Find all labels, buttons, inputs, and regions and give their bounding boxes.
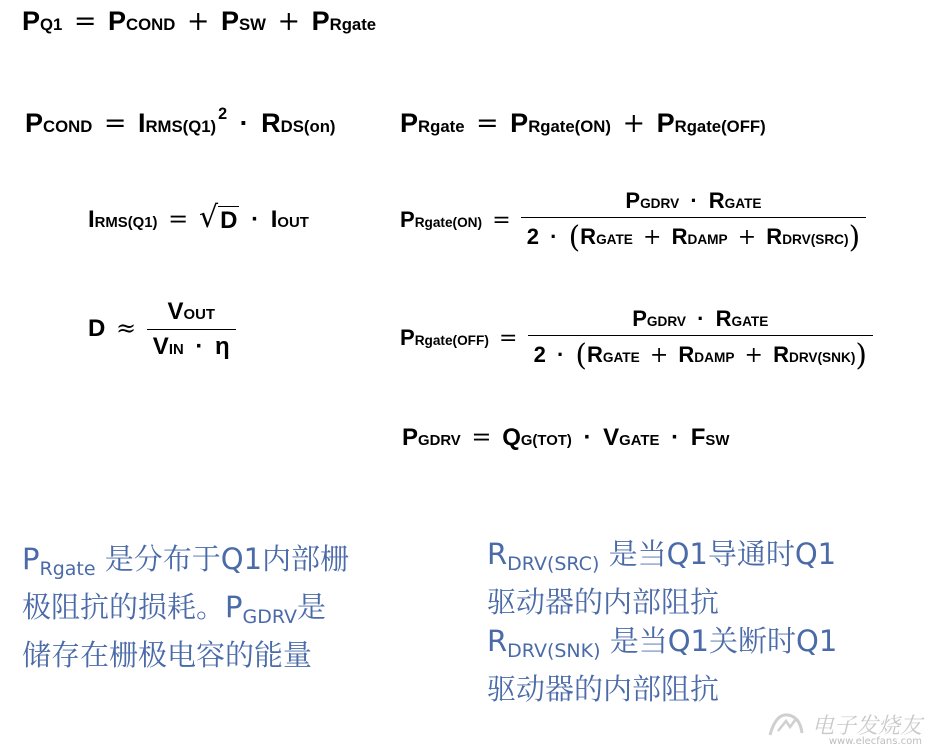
multiply-dot: ·: [239, 108, 249, 138]
watermark: [766, 707, 922, 747]
equation-rgate-on: [400, 190, 866, 253]
symbol-r: R: [580, 224, 597, 249]
note-text: 是分布于Q1内部栅: [104, 542, 350, 576]
symbol-i: I: [137, 108, 146, 138]
plus-sign: +: [186, 6, 210, 37]
symbol-eta: η: [215, 333, 230, 360]
equals-sign: =: [476, 108, 499, 139]
subscript-q1: Q1: [40, 15, 63, 34]
equation-total-loss: [22, 8, 376, 35]
equals-sign: =: [471, 423, 492, 451]
exponent-2: 2: [218, 105, 228, 123]
note-text: 储存在栅极电容的能量: [22, 638, 313, 672]
equals-sign: =: [168, 205, 189, 233]
plus-sign: +: [649, 343, 669, 368]
numerator: [626, 308, 774, 335]
note-line: [22, 540, 349, 588]
subscript-gdrv: GDRV: [646, 314, 687, 329]
denominator: [147, 329, 236, 359]
note-drv-snk-explanation: [487, 622, 837, 708]
symbol-p: P: [25, 108, 44, 138]
fraction: [521, 190, 866, 253]
subscript-rgate: Rgate: [418, 117, 465, 136]
subscript-gdrv: GDRV: [242, 606, 298, 628]
multiply-dot: ·: [690, 188, 698, 213]
right-paren: ): [855, 338, 867, 373]
symbol-r: R: [261, 108, 281, 138]
note-line: [487, 535, 836, 583]
symbol-r: R: [773, 342, 789, 367]
subscript-drv-src: DRV(SRC): [507, 553, 600, 575]
symbol-p: P: [22, 6, 41, 36]
subscript-rgate: Rgate: [329, 15, 377, 34]
subscript-rgate-on: Rgate(ON): [528, 117, 611, 136]
symbol-r: R: [671, 224, 688, 249]
subscript-damp: DAMP: [694, 350, 735, 365]
note-line: [487, 583, 836, 621]
subscript-out: OUT: [277, 215, 309, 231]
fraction: [147, 300, 236, 359]
numerator: [162, 300, 221, 329]
subscript-cond: COND: [43, 117, 93, 136]
subscript-ds-on: DS(on): [280, 117, 336, 136]
symbol-p: P: [625, 188, 641, 213]
equals-sign: =: [103, 108, 127, 139]
note-text: 是当Q1关断时Q1: [609, 624, 838, 658]
square-root: [198, 200, 239, 235]
symbol-p: P: [510, 108, 529, 138]
plus-sign: +: [737, 225, 757, 250]
subscript-gdrv: GDRV: [418, 433, 461, 449]
symbol-v: V: [152, 333, 169, 360]
subscript-rgate: Rgate: [39, 558, 96, 580]
symbol-i: I: [88, 206, 95, 233]
subscript-rgate-on: Rgate(ON): [414, 215, 483, 231]
subscript-rgate-off: Rgate(OFF): [674, 117, 766, 136]
symbol-p: P: [402, 424, 419, 451]
symbol-d: D: [88, 314, 106, 342]
symbol-r: R: [715, 306, 732, 331]
radical-icon: √: [198, 200, 219, 235]
symbol-v: V: [167, 298, 184, 325]
symbol-p: P: [22, 542, 40, 576]
watermark-url: www.elecfans.com: [828, 736, 922, 747]
subscript-gate: GATE: [602, 350, 640, 365]
multiply-dot: ·: [550, 224, 558, 249]
subscript-drv-snk: DRV(SNK): [789, 350, 856, 365]
left-paren: (: [575, 338, 587, 373]
watermark-text: 电子发烧友: [811, 713, 922, 739]
multiply-dot: ·: [697, 306, 705, 331]
symbol-p: P: [108, 6, 127, 36]
subscript-drv-src: DRV(SRC): [782, 232, 849, 247]
equation-rms-current: [88, 200, 309, 235]
note-text: 驱动器的内部阻抗: [487, 672, 720, 706]
symbol-q: Q: [502, 424, 521, 451]
note-line: [22, 588, 349, 636]
note-text: 极阻抗的损耗。P: [22, 590, 243, 624]
symbol-p: P: [400, 108, 419, 138]
number-2: 2: [533, 342, 546, 367]
subscript-gate: GATE: [596, 232, 633, 247]
symbol-p: P: [656, 108, 675, 138]
number-2: 2: [526, 224, 539, 249]
subscript-gate: GATE: [724, 196, 762, 211]
plus-sign: +: [622, 108, 646, 139]
note-line: [487, 622, 837, 670]
subscript-rms-q1: RMS(Q1): [94, 215, 158, 231]
subscript-out: OUT: [183, 307, 215, 323]
equation-rgate-off: [400, 308, 873, 371]
subscript-rgate-off: Rgate(OFF): [414, 333, 489, 349]
subscript-rms-q1: RMS(Q1): [145, 117, 217, 136]
fraction: [528, 308, 873, 371]
elecfans-logo-icon: [766, 707, 806, 741]
symbol-r: R: [766, 224, 783, 249]
approx-sign: ≈: [116, 313, 137, 342]
note-drv-src-explanation: [487, 535, 836, 621]
note-line: [22, 636, 349, 674]
equation-conduction-loss: [25, 105, 336, 139]
multiply-dot: ·: [671, 424, 680, 451]
equation-rgate-loss: [400, 110, 766, 137]
symbol-d: D: [220, 207, 238, 234]
note-rgate-explanation: [22, 540, 349, 674]
symbol-r: R: [487, 537, 508, 571]
equation-duty-cycle: [88, 300, 236, 359]
subscript-gate: GATE: [619, 433, 660, 449]
note-line: [487, 670, 837, 708]
symbol-f: F: [690, 424, 706, 451]
subscript-sw: SW: [705, 433, 730, 449]
plus-sign: +: [277, 6, 301, 37]
equals-sign: =: [499, 326, 518, 352]
subscript-in: IN: [168, 342, 184, 358]
subscript-gdrv: GDRV: [640, 196, 680, 211]
note-text: 是当Q1导通时Q1: [608, 537, 837, 571]
subscript-cond: COND: [126, 15, 176, 34]
symbol-r: R: [678, 342, 695, 367]
note-text: 驱动器的内部阻抗: [487, 585, 720, 619]
left-paren: (: [568, 220, 581, 255]
multiply-dot: ·: [583, 424, 592, 451]
symbol-r: R: [487, 624, 508, 658]
equals-sign: =: [492, 208, 511, 234]
symbol-p: P: [400, 325, 415, 351]
plus-sign: +: [744, 343, 763, 368]
symbol-p: P: [220, 6, 239, 36]
subscript-damp: DAMP: [687, 232, 728, 247]
numerator: [619, 190, 767, 217]
symbol-i: I: [270, 206, 278, 233]
subscript-sw: SW: [238, 15, 266, 34]
subscript-g-tot: G(TOT): [520, 433, 572, 449]
symbol-p: P: [311, 6, 330, 36]
symbol-p: P: [632, 306, 647, 331]
symbol-r: R: [586, 342, 603, 367]
equals-sign: =: [73, 6, 97, 37]
denominator: [521, 217, 866, 253]
symbol-v: V: [603, 424, 620, 451]
symbol-p: P: [400, 207, 415, 233]
multiply-dot: ·: [195, 333, 204, 360]
right-paren: ): [848, 220, 861, 255]
plus-sign: +: [643, 225, 662, 250]
note-text: 是: [297, 590, 327, 624]
multiply-dot: ·: [251, 206, 260, 233]
multiply-dot: ·: [556, 342, 565, 367]
denominator: [528, 335, 873, 371]
symbol-r: R: [708, 188, 725, 213]
subscript-drv-snk: DRV(SNK): [507, 640, 601, 662]
equation-gate-drive-power: [402, 425, 729, 450]
subscript-gate: GATE: [731, 314, 769, 329]
